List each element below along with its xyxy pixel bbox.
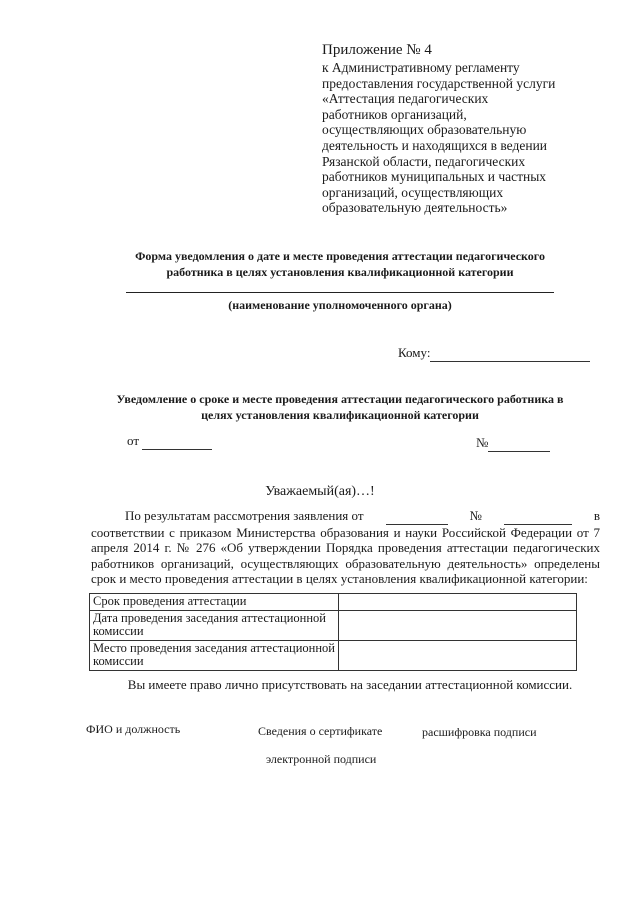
recipient-field	[398, 345, 590, 362]
notice-title	[80, 392, 600, 423]
form-title	[90, 248, 590, 280]
rights-text: Вы имеете право лично присутствовать на заседании аттестационной комиссии.	[127, 677, 573, 692]
appendix-line: осуществляющих образовательную	[322, 122, 527, 138]
table-cell-label	[90, 640, 339, 670]
table-row	[90, 594, 577, 611]
table-cell-value	[339, 594, 577, 611]
signature-esign: электронной подписи	[266, 752, 377, 766]
application-number-blank	[504, 508, 572, 525]
table-cell-value	[339, 610, 577, 640]
appendix-line: работников организаций,	[322, 106, 467, 122]
appendix-line: организаций, осуществляющих	[322, 184, 504, 200]
attestation-info-table	[89, 593, 577, 671]
appendix-line: работников муниципальных и частных	[322, 169, 547, 185]
authority-blank-line	[126, 292, 554, 293]
table-cell-label: Дата проведения заседания аттестационной комиссии	[90, 610, 339, 640]
appendix-line: «Аттестация педагогических	[322, 91, 489, 107]
authority-label: (наименование уполномоченного органа)	[228, 298, 452, 312]
appendix-line: Рязанской области, педагогических	[322, 153, 526, 169]
notice-title-line: целях установления квалификационной категории	[201, 407, 479, 422]
body-rest: соответствии с приказом Министерства образования и науки Российской Федерации от 7 апреля 2014 г. № 276 «Об утверждении Порядка проведения аттестации педагогических работников организаций, осуществляющих образовательную деятельность» определены срок и место проведения аттестации в целях установления квалификационной категории:	[91, 524, 600, 586]
signature-fio: ФИО и должность	[86, 722, 181, 736]
table-row	[90, 610, 577, 640]
form-title-line: Форма уведомления о дате и месте проведения аттестации педагогического	[135, 249, 545, 263]
form-title-line: работника в целях установления квалификационной категории	[166, 265, 514, 279]
date-label: от	[127, 433, 140, 448]
application-date-blank	[386, 508, 448, 525]
body-part-2: №	[469, 508, 482, 523]
date-blank	[142, 433, 212, 450]
body-first-line	[91, 508, 600, 525]
appendix-line: образовательную деятельность»	[322, 200, 508, 216]
recipient-label: Кому:	[398, 345, 431, 360]
signature-cert: Сведения о сертификате	[258, 724, 383, 738]
table-cell-value	[339, 640, 577, 670]
table-row	[90, 640, 577, 670]
table-cell-label-text: Место проведения заседания аттестационной комиссии	[93, 640, 335, 668]
table-cell-label: Срок проведения аттестации	[90, 594, 339, 611]
date-field	[127, 433, 212, 450]
appendix-number: Приложение № 4	[322, 42, 432, 58]
greeting: Уважаемый(ая)…!	[265, 484, 375, 499]
number-field	[476, 435, 550, 452]
number-label: №	[476, 435, 489, 450]
appendix-line: деятельность и находящихся в ведении	[322, 137, 548, 153]
number-blank	[488, 435, 550, 452]
appendix-line: к Административному регламенту	[322, 60, 520, 75]
appendix-line: предоставления государственной услуги	[322, 75, 556, 91]
recipient-blank	[430, 345, 590, 362]
signature-decode: расшифровка подписи	[422, 725, 537, 739]
body-part-3: в	[593, 508, 600, 523]
appendix-header	[322, 42, 622, 216]
body-part-1: По результатам рассмотрения заявления от	[125, 508, 364, 523]
notice-title-line: Уведомление о сроке и месте проведения аттестации педагогического работника в	[116, 392, 564, 406]
body-paragraph	[91, 508, 600, 587]
